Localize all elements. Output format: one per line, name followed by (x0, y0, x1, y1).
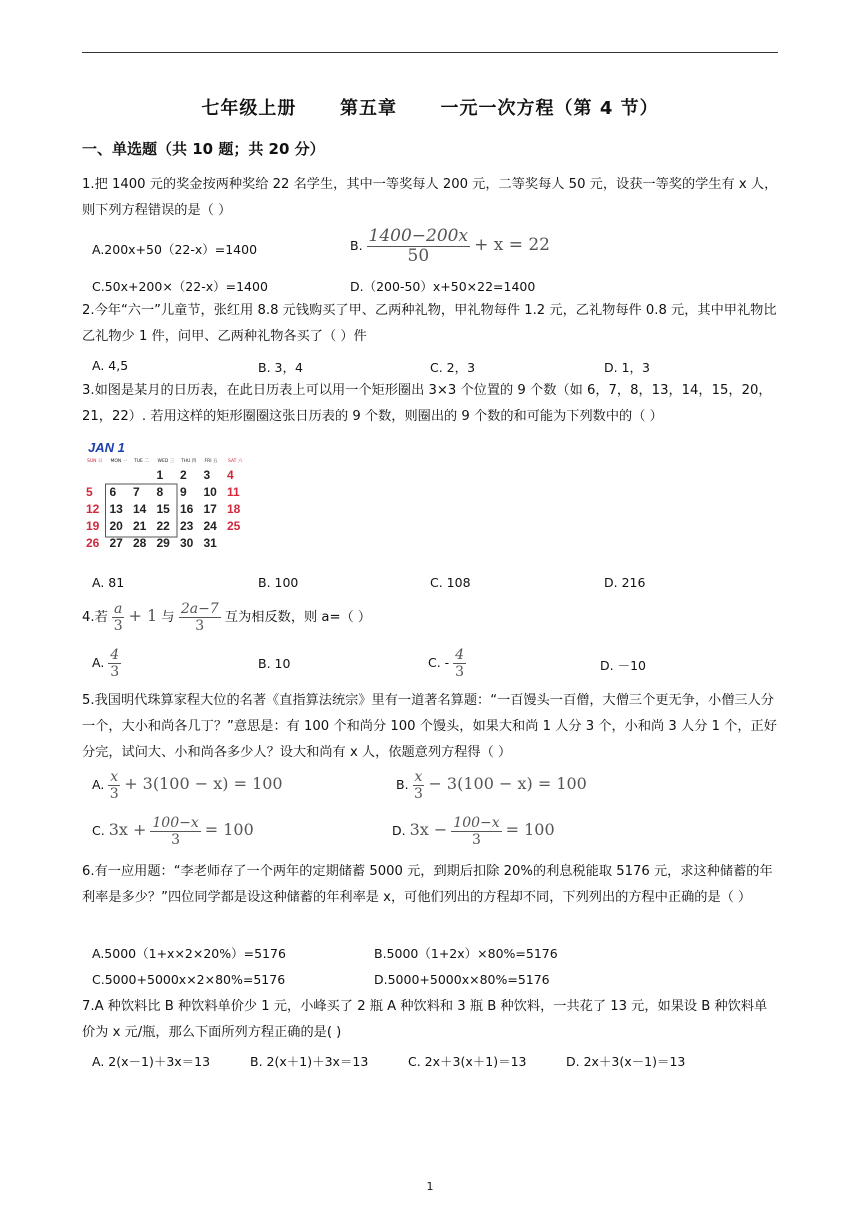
q1-option-b-formula (367, 226, 550, 266)
question-2-stem: 2.今年“六一”儿童节，张红用 8.8 元钱购买了甲、乙两种礼物，甲礼物每件 1.2 元，乙礼物每件 0.8 元，其中甲礼物比乙礼物少 1 件，问甲、乙两种礼物各买了（ ）件 (82, 303, 777, 344)
calendar-day: 10 (203, 485, 217, 499)
calendar-day: 26 (86, 536, 100, 550)
calendar-day: 12 (86, 502, 100, 516)
q1-b-rest: + x = 22 (474, 235, 550, 255)
calendar-day: 29 (156, 536, 170, 550)
q1-option-b[interactable] (350, 228, 550, 265)
calendar-day: 1 (156, 468, 164, 482)
q3-option-c[interactable]: C. 108 (430, 575, 471, 590)
calendar-day: 25 (227, 519, 241, 533)
q5-b-label: B. (396, 777, 409, 792)
calendar-day: 8 (156, 485, 164, 499)
q2-option-d[interactable]: D. 1，3 (604, 360, 650, 375)
q5-a-label: A. (92, 777, 105, 792)
calendar-weekday: SUN 日 (87, 459, 103, 464)
q5-d-num: 100−x (453, 815, 500, 831)
question-1-stem: 1.把 1400 元的奖金按两种奖给 22 名学生，其中一等奖每人 200 元，二等奖每人 50 元，设获一等奖的学生有 x 人，则下列方程错误的是（ ） (82, 177, 778, 218)
calendar-day: 6 (109, 485, 117, 499)
q3-option-b[interactable]: B. 100 (258, 575, 299, 590)
calendar-day: 14 (133, 502, 147, 516)
q1-option-a[interactable]: A.200x+50（22-x）=1400 (92, 242, 258, 257)
calendar-day: 19 (86, 519, 100, 533)
q2-option-a[interactable]: A. 4,5 (92, 358, 129, 373)
q5-a-den: 3 (109, 786, 119, 802)
q4-option-c[interactable] (428, 648, 466, 679)
q4-a-label: A. (92, 655, 105, 670)
q5-c-rest: = 100 (204, 820, 254, 839)
q6-option-c[interactable]: C.5000+5000x×2×80%=5176 (92, 972, 286, 987)
q5-c-pre: 3x + (108, 820, 147, 839)
q4-mid: 与 (161, 610, 175, 625)
question-7-stem: 7.A 种饮料比 B 种饮料单价少 1 元，小峰买了 2 瓶 A 种饮料和 3 瓶 B 种饮料，一共花了 13 元，如果设 B 种饮料单价为 x 元/瓶，那么下面所列方程正确的是( ) (82, 999, 768, 1040)
q1-option-d[interactable]: D.（200-50）x+50×22=1400 (350, 279, 536, 294)
calendar-day: 9 (180, 485, 187, 499)
q5-b-rest: − 3(100 − x) = 100 (428, 774, 587, 793)
calendar-weekday: SAT 六 (228, 459, 243, 464)
calendar-day: 20 (109, 519, 123, 533)
q5-option-a[interactable] (92, 770, 283, 801)
q4-post: 互为相反数，则 a=（ ） (224, 610, 372, 625)
calendar-weekday: MON 一 (110, 459, 128, 464)
q2-option-b[interactable]: B. 3，4 (258, 360, 303, 375)
calendar-weekday: FRI 五 (204, 459, 218, 464)
q4-c-den: 3 (455, 664, 465, 680)
calendar-day: 30 (180, 536, 194, 550)
q5-b-den: 3 (414, 786, 423, 802)
section-title: 一、单选题（共 10 题；共 20 分） (82, 140, 325, 158)
calendar-day: 18 (227, 502, 241, 516)
q5-b-num: x (414, 769, 423, 785)
q4-pre: 4.若 (82, 610, 108, 625)
question-6-stem: 6.有一应用题：“李老师存了一个两年的定期储蓄 5000 元，到期后扣除 20%的利息税能取 5176 元，求这种储蓄的年利率是多少？”四位同学都是设这种储蓄的年利率是 x，可他们列出的方程却不同，下列列出的方程中正确的是（ ） (82, 864, 773, 905)
calendar-day: 23 (180, 519, 194, 533)
q5-d-pre: 3x − (409, 820, 448, 839)
q1-b-numerator: 1400−200x (368, 226, 469, 246)
page-title: 七年级上册 第五章 一元一次方程（第 4 节） (201, 98, 659, 119)
calendar-day: 27 (109, 536, 123, 550)
q6-option-d[interactable]: D.5000+5000x×80%=5176 (374, 972, 550, 987)
calendar-day: 4 (227, 468, 234, 482)
q5-d-rest: = 100 (505, 820, 555, 839)
q5-option-c[interactable] (92, 816, 254, 847)
calendar-day: 3 (203, 468, 211, 482)
calendar-day: 22 (156, 519, 170, 533)
q1-option-b-label: B. (350, 238, 363, 253)
question-4-stem (82, 602, 371, 633)
calendar-day: 2 (180, 468, 187, 482)
q4-c-label: C. - (428, 655, 450, 670)
q5-a-rest: + 3(100 − x) = 100 (124, 774, 283, 793)
q7-option-a[interactable]: A. 2(x－1)＋3x＝13 (92, 1054, 211, 1069)
q4-option-b[interactable]: B. 10 (258, 656, 291, 671)
q5-c-den: 3 (171, 832, 181, 848)
question-5-stem: 5.我国明代珠算家程大位的名著《直指算法统宗》里有一道著名算题：“一百馒头一百僧，大僧三个更无争，小僧三人分一个，大小和尚各几丁？”意思是：有 100 个和尚分 100 个馒头，如果大和尚 1 人分 3 个，小和尚 3 人分 1 个，正好分完，试问大、小和尚各多少人？设大和尚有 x 人，依题意列方程得（ ） (82, 693, 777, 760)
q4-f1-rest: + 1 (128, 606, 158, 625)
calendar-day: 5 (86, 485, 93, 499)
q3-option-a[interactable]: A. 81 (92, 575, 125, 590)
header-rule (82, 52, 778, 53)
q5-a-num: x (110, 769, 119, 785)
calendar-weekday: THU 四 (181, 459, 197, 464)
calendar-day: 24 (203, 519, 217, 533)
q5-c-label: C. (92, 823, 105, 838)
calendar-day: 28 (133, 536, 147, 550)
q7-option-c[interactable]: C. 2x＋3(x＋1)＝13 (408, 1054, 527, 1069)
q4-expression-1 (112, 601, 161, 634)
q5-option-d[interactable] (392, 816, 555, 847)
q4-a-num: 4 (110, 647, 120, 663)
q7-option-d[interactable]: D. 2x＋3(x－1)＝13 (566, 1054, 686, 1069)
q5-c-num: 100−x (152, 815, 199, 831)
q1-b-denominator: 50 (407, 246, 430, 266)
page-number: 1 (426, 1180, 434, 1193)
q4-f1-num: a (113, 601, 123, 617)
calendar-day: 13 (109, 502, 123, 516)
calendar-image (82, 438, 248, 562)
calendar-day: 11 (227, 485, 240, 499)
q4-option-d[interactable]: D. －10 (600, 658, 646, 673)
q5-option-b[interactable] (396, 770, 587, 801)
q2-option-c[interactable]: C. 2，3 (430, 360, 476, 375)
q6-option-b[interactable]: B.5000（1+2x）×80%=5176 (374, 946, 558, 961)
calendar-day: 21 (133, 519, 147, 533)
q1-option-c[interactable]: C.50x+200×（22-x）=1400 (92, 279, 268, 294)
q4-a-den: 3 (110, 664, 120, 680)
q3-option-d[interactable]: D. 216 (604, 575, 646, 590)
q4-c-num: 4 (455, 647, 465, 663)
q4-option-a[interactable] (92, 648, 121, 679)
q6-option-a[interactable]: A.5000（1+x×2×20%）=5176 (92, 946, 286, 961)
q7-option-b[interactable]: B. 2(x＋1)＋3x＝13 (250, 1054, 369, 1069)
q5-d-den: 3 (472, 832, 481, 848)
q4-f2-num: 2a−7 (180, 601, 219, 617)
calendar-day: 31 (203, 536, 217, 550)
q4-expression-2 (179, 601, 225, 634)
q4-f1-den: 3 (113, 618, 123, 634)
calendar-day: 7 (133, 485, 140, 499)
q5-d-label: D. (392, 823, 406, 838)
calendar-day: 16 (180, 502, 194, 516)
question-3-stem: 3.如图是某月的日历表，在此日历表上可以用一个矩形圈出 3×3 个位置的 9 个数（如 6，7，8，13，14，15，20，21，22）. 若用这样的矩形圈圈这张日历表的 9 个数，则圈出的 9 个数的和可能为下列数中的（ ） (82, 383, 772, 424)
calendar-month-label: JAN 1 (88, 440, 125, 455)
calendar-day: 15 (156, 502, 170, 516)
q4-f2-den: 3 (195, 618, 205, 634)
calendar-weekday: WED 三 (157, 459, 175, 464)
calendar-day: 17 (203, 502, 217, 516)
calendar-weekday: TUE 二 (134, 459, 149, 464)
